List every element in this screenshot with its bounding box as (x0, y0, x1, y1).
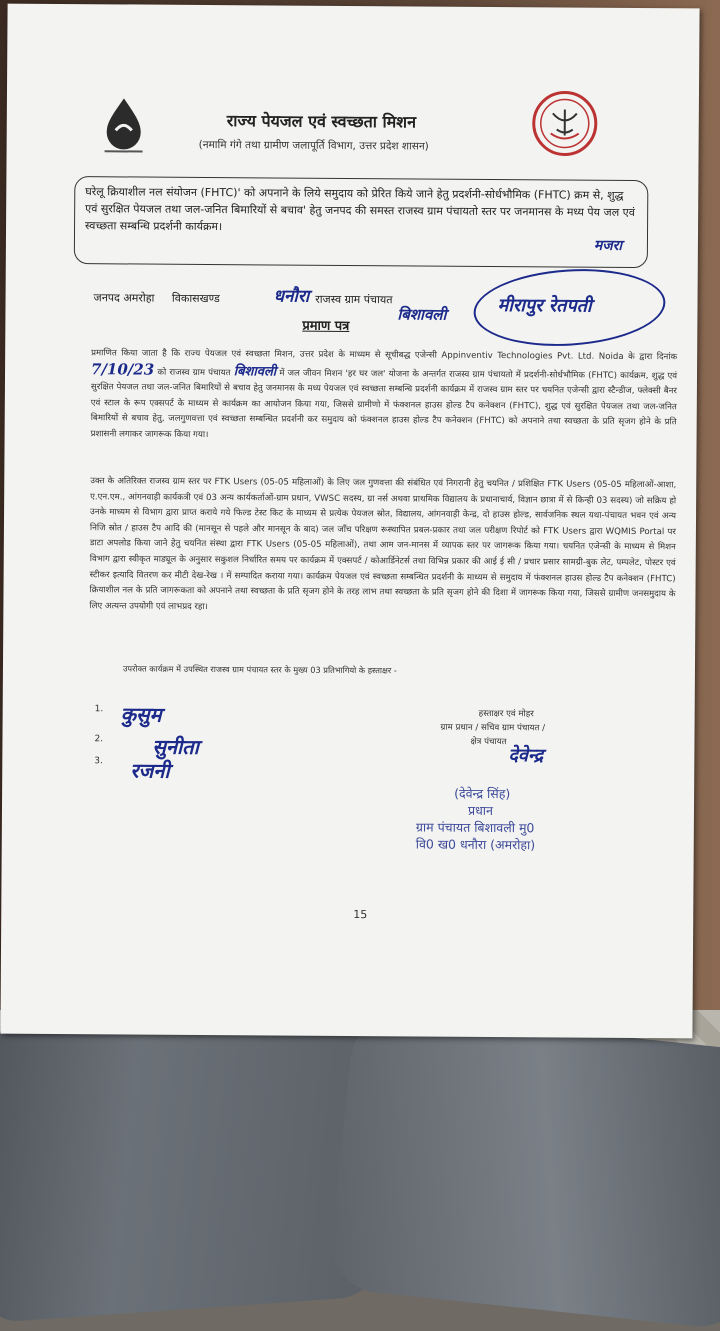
sign-seal-label: हस्ताक्षर एवं मोहर (478, 708, 534, 720)
participant-signature-1: कुसुम (120, 702, 162, 727)
participant-signature-2: सुनीता (152, 734, 199, 759)
participant-signature-3: रजनी (130, 758, 170, 783)
participants-intro: उपरोक्त कार्यक्रम में उपस्थित राजस्व ग्राम पंचायत स्तर के मुख्य 03 प्रतिभागियो के हस्ताक्षर - (122, 663, 397, 676)
participant-number-3: 3. (94, 756, 103, 767)
handwritten-date: 7/10/23 (90, 359, 155, 379)
body-p1-start: प्रमाणित किया जाता है कि राज्य पेयजल एवं स्वच्छता मिशन, उत्तर प्रदेश के माध्यम से सूचीबद्ध एजेन्सी Appinventiv Technologies Pvt. Ltd. Noida के द्वारा दिनांक (91, 348, 678, 363)
subject-box (74, 176, 649, 268)
block-label: विकासखण्ड (171, 291, 220, 306)
gram-label: राजस्व ग्राम पंचायत (315, 292, 393, 307)
participant-number-1: 1. (94, 704, 104, 715)
pradhan-stamp (416, 784, 536, 853)
participant-number-2: 2. (94, 734, 104, 745)
page-number: 15 (353, 908, 368, 922)
subject-text: घरेलू क्रियाशील नल संयोजन (FHTC)' को अपनाने के लिये समुदाय को प्रेरित किये जाने हेतु प्रदर्शनी-सोर्धभौमिक (FHTC) क्रम से, शुद्ध एवं सुरक्षित पेयजल तथा जल-जनित बिमारियों से बचाव' हेतु जनपद की समस्त राजस्व ग्राम पंचायतो स्तर पर जनमानस के मध्य पेय जल एवं स्वच्छता सम्बन्धि प्रदर्शनी कार्यक्रम। (85, 185, 635, 234)
handwritten-majra-name: मीरापुर रेतपती (497, 295, 592, 317)
stamp-line-2: वि0 ख0 धनौरा (अमरोहा) (415, 836, 536, 853)
body-p1-rest: में जल जीवन मिशन 'हर घर जल' योजना के अन्तर्गत राजस्व ग्राम पंचायतो में प्रदर्शनी-सोर्धभौमिक (FHTC) कार्यक्रम, शुद्ध एवं सुरक्षित पेयजल तथा जल-जनित बिमारियों से बचाव हेतु जनमानस के मध्य पेयजल एवं स्वच्छता सम्बन्धि प्रदर्शनी कार्यक्रम में राजस्व ग्राम स्तर पर चयनित एजेन्सी द्वारा स्टैन्डीज, फ्लेक्सी बैनर एवं स्टाल के रूप एक्सपर्ट के माध्यम से कार्यक्रम का आयोजन किया गया, जिससे ग्रामीणो में फंक्शनल हाउस होल्ड टैप कनेक्शन (FHTC), शुद्ध एवं सुरक्षित पेयजल तथा जल-जनित बिमारियों से बचाव हेतु, जलगुणवत्ता एवं स्वच्छता सम्बन्धित प्रदर्शनी कर समुदाय को फंक्शनल हाउस होल्ड टैप कनेक्शन (FHTC) को अपनाने तथा स्वच्छता के प्रति सृजग होने के प्रति प्रशासनी लगाकर जागरूक किया गया। (90, 368, 678, 440)
body-p1-mid: को राजस्व ग्राम पंचायत (157, 367, 231, 378)
water-drop-logo-icon (99, 96, 149, 156)
right-leg (327, 1009, 720, 1331)
department-line: (नमामि गंगे तथा ग्रामीण जलापूर्ति विभाग, उत्तर प्रदेश शासन) (198, 138, 429, 153)
body-paragraph-2: उक्त के अतिरिक्त राजस्व ग्राम स्तर पर FTK Users (05-05 महिलाओं) के लिए जल गुणवत्ता की संबंधित एवं निगरानी हेतु चयनित / प्रशिक्षित FTK Users (05-05 महिलाओं-आशा, ए.एन.एम., आंगनवाड़ी कार्यकत्री एवं 03 अन्य कार्यकर्ताओं-ग्राम प्रधान, VWSC सदस्य, ग्रा नर्स अथवा प्राथमिक विद्यालय के प्रधानाचार्य, विज्ञान छात्रा में से किन्ही 03 सदस्य) जो सक्रिय हो उनके माध्यम से विभाग द्वारा प्राप्त कराये गये फिल्ड टेस्ट किट के माध्यम से प्रत्येक पेयजल स्रोत, विद्यालय, आंगनवाड़ी केन्द्र, दो हाउस होल्ड, सार्वजनिक स्थल यथा-पंचायत भवन एवं अन्य निजि स्रोत / हाउस टैप आदि की (मानसून से पहले और मानसून के बाद) जल जाँच परिक्षण रूस्थापित प्रबल-प्रकार तथा जल परीक्षण रिपोर्ट को FTK Users द्वारा WQMIS Portal पर डाटा अपलोड किया जाने हेतु चयनित संस्था द्वारा FTK Users (05-05 महिलाओं), तथा आम जन-मानस में व्यापक स्तर पर जागरूक किया गया। चयनित एजेन्सी के माध्यम से मिशन विभाग द्वारा स्वीकृत माड्यूल के अनुसार सकुशल निर्धारित समय पर कार्यक्रम में एक्सपर्ट / कोआर्डिनेटर्स तथा विभिन्न प्रकार की आई ई सी / प्रचार प्रसार सामग्री-बुक लेट, पम्पलेट, पोस्टर एवं स्टीकर इत्यादि वितरण कर मीटी देख-रेख । में सम्पादित कराया गया। कार्यक्रम पेयजल एवं स्वच्छता सम्बन्धित प्रदर्शनी के माध्यम से समुदाय में फंक्शनल हाउस होल्ड टैप कनेक्शन (FHTC) क्रियाशील नल के प्रति जागरूकता को अपनाने तथा स्वच्छता के प्रति सृजग होने के तरह लाभ तथा स्वच्छता के प्रति सृजग होने की दिशा में जागरूक किया गया, जिससे ग्रामीण जनसमुदाय के लिए अत्यन्त उपयोगी एवं लाभप्रद रहा। (89, 476, 677, 612)
left-leg (0, 1006, 380, 1323)
certificate-title: प्रमाण पत्र (302, 318, 350, 334)
mission-title: राज्य पेयजल एवं स्वच्छता मिशन (226, 111, 417, 132)
handwritten-majra-note: मजरा (593, 237, 623, 254)
signatory-role-2: क्षेत्र पंचायत (470, 736, 507, 748)
stamp-line-1: ग्राम पंचायत बिशावली मु0 (415, 819, 535, 836)
pradhan-signature: देवेन्द्र (508, 745, 544, 767)
handwritten-block-name: धनौरा (273, 286, 310, 307)
document-page (0, 4, 699, 1039)
signatory-role: ग्राम प्रधान / सचिव ग्राम पंचायत / (440, 722, 546, 734)
body-paragraph-1 (91, 346, 678, 447)
stamp-title: प्रधान (467, 802, 494, 819)
stamp-name: (देवेन्द्र सिंह) (454, 785, 511, 802)
up-government-seal-icon (531, 89, 599, 157)
handwritten-gram-name: बिशावली (397, 305, 447, 324)
district-label: जनपद अमरोहा (93, 291, 155, 305)
location-row (94, 290, 393, 307)
handwritten-gram-name-2: बिशावली (233, 363, 277, 380)
